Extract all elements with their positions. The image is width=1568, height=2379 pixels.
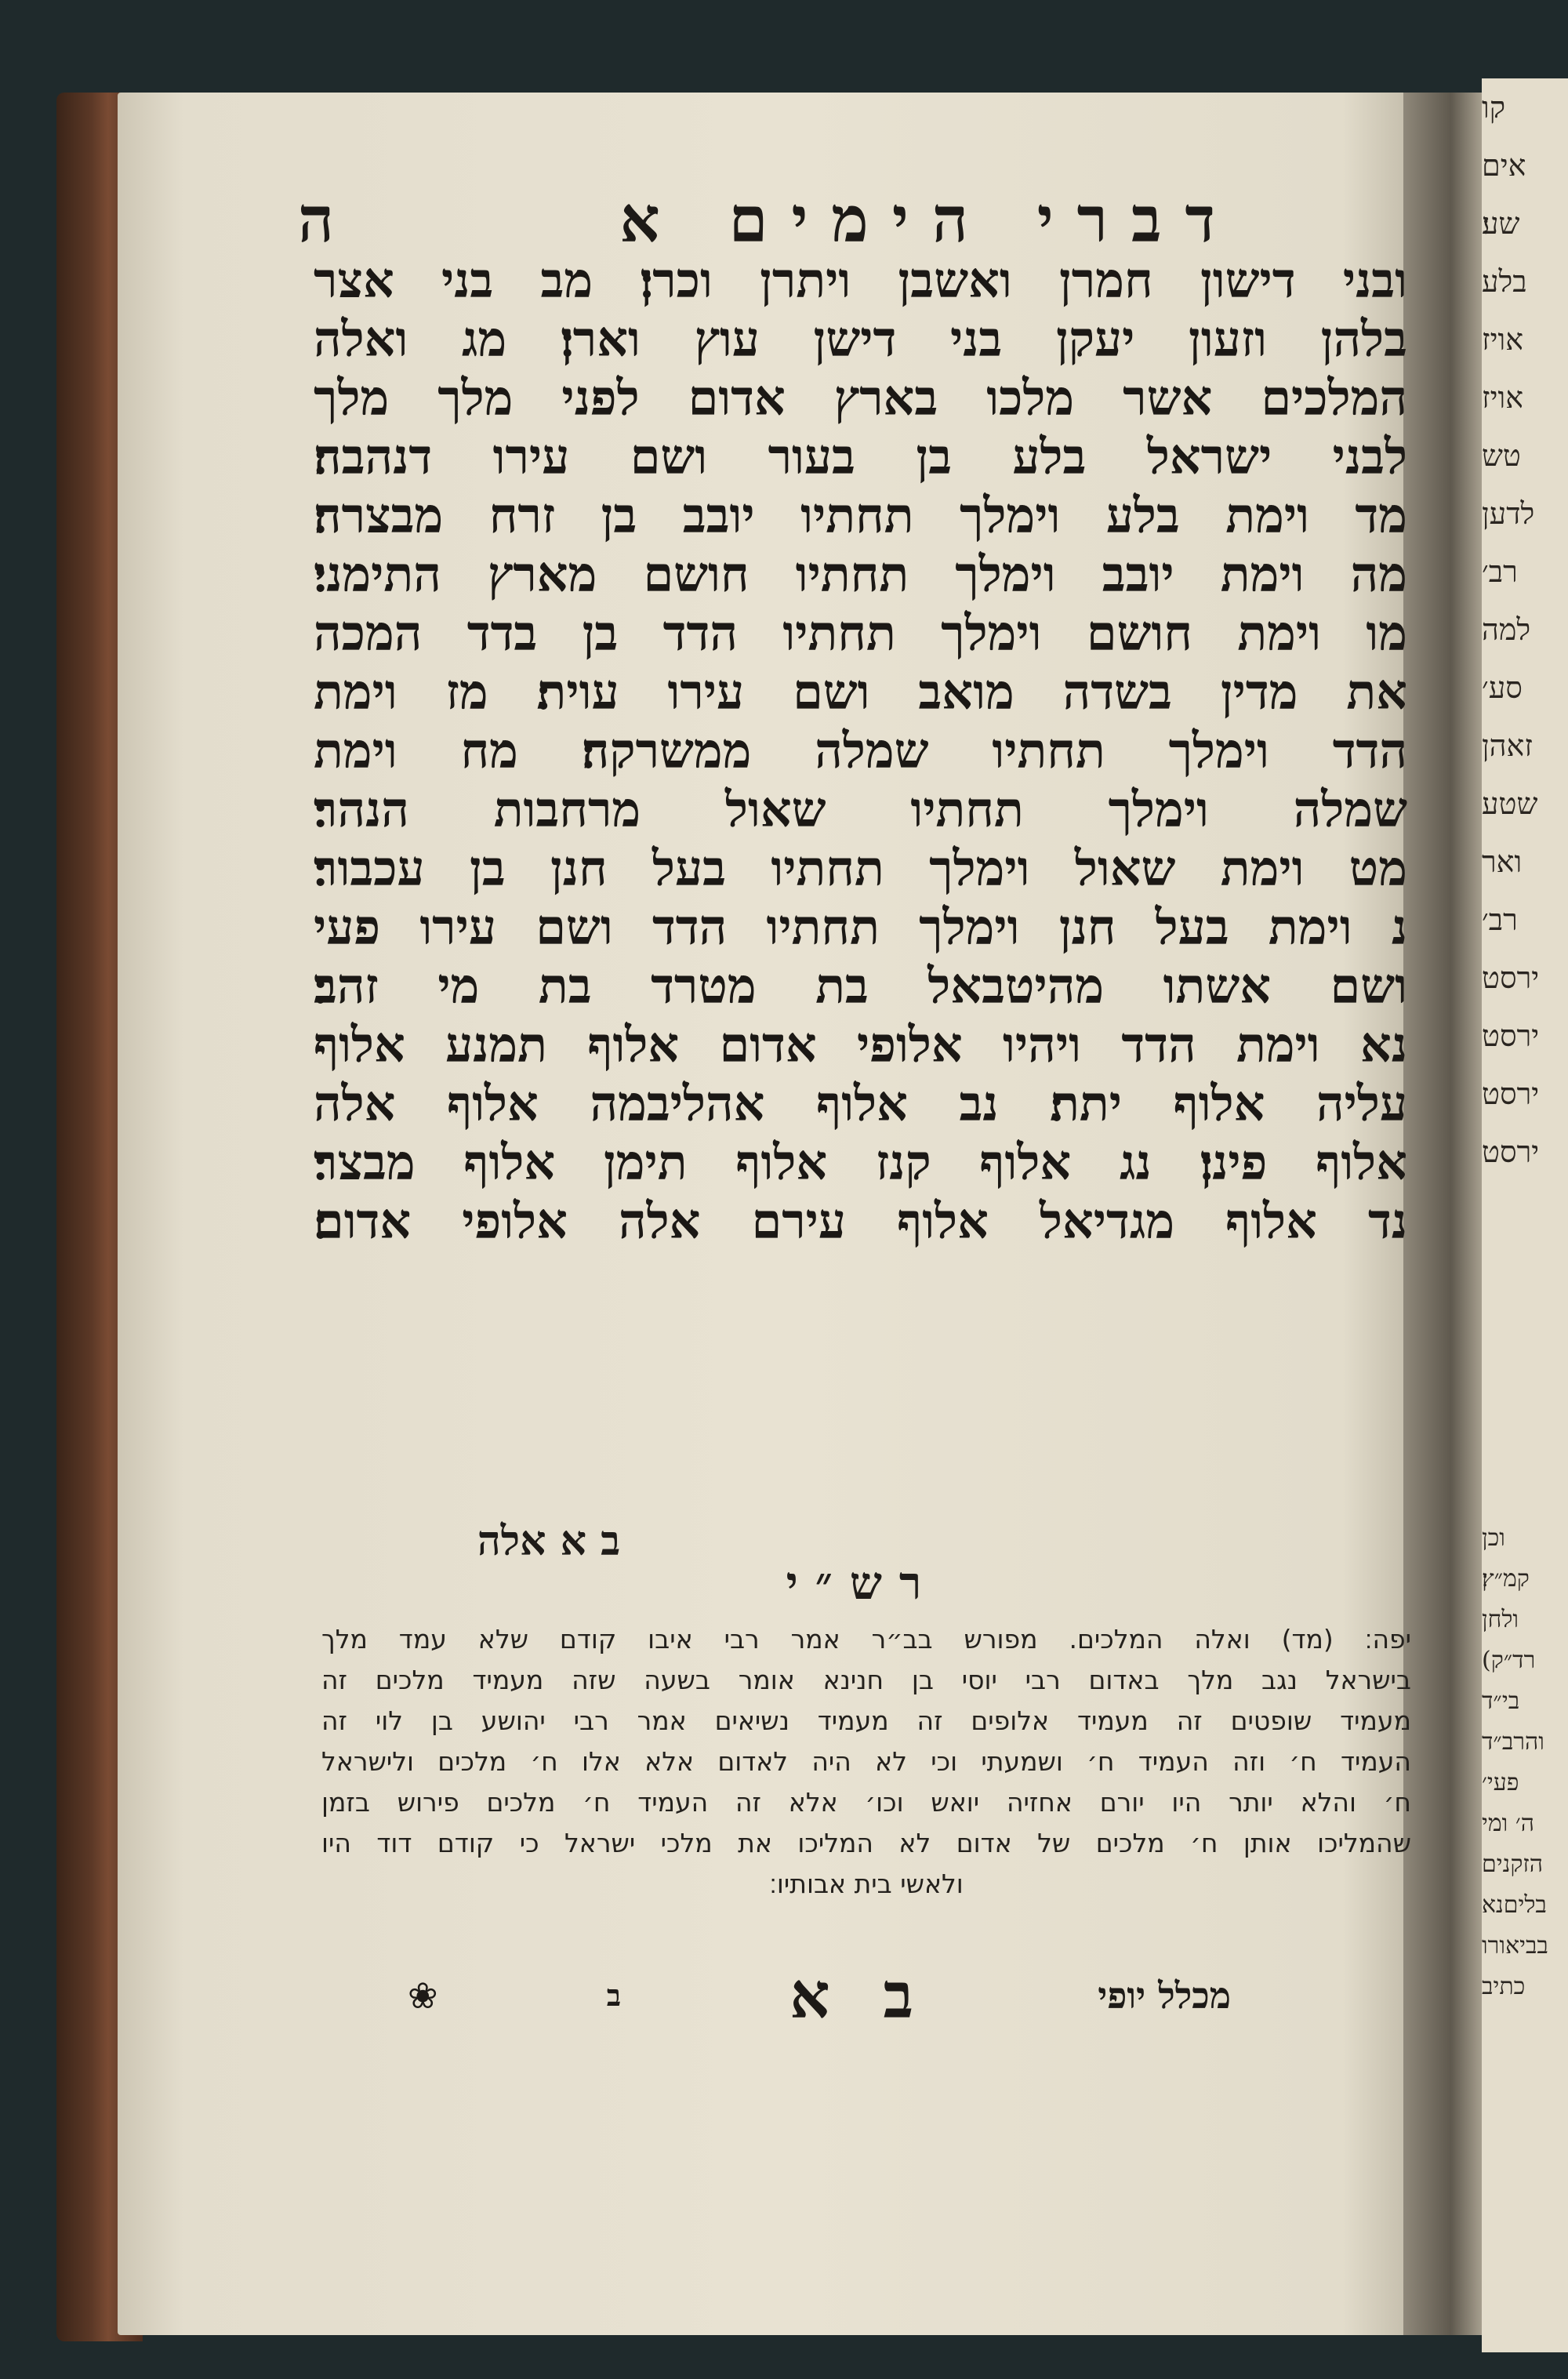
verse-line: את מדין בשדה מואב ושם עירו עוית׃ מז וימת (314, 663, 1407, 721)
commentary-line: מעמיד שופטים זה מעמיד אלופים זה מעמיד נשיאים אמר רבי יהושע בן לוי זה (321, 1705, 1411, 1736)
facing-page-fragment: ירסט (1482, 1019, 1540, 1053)
facing-page-fragment: בביאורו (1482, 1932, 1548, 1959)
verse-line: מו וימת חושם וימלך תחתיו הדד בן בדד המכה (314, 605, 1407, 662)
page-footer (408, 1956, 1231, 2035)
commentary-line: שהמליכו אותן ח׳ מלכים של אדום לא המליכו את מלכי ישראל כי קודם דוד היו (321, 1828, 1411, 1858)
verse-line: המלכים אשר מלכו בארץ אדום לפני מלך מלך (314, 369, 1407, 427)
ornament-icon: ❀ (408, 1974, 438, 2017)
commentary-line: העמיד ח׳ וזה העמיד ח׳ ושמעתי וכי לא היה לאדום אלא אלו ח׳ מלכים ולישראל (321, 1746, 1411, 1777)
commentary-line: ח׳ והלא יותר היו יורם אחזיה יואש וכו׳ אלא זה העמיד ח׳ מלכים פירוש בזמן (321, 1787, 1411, 1818)
verse-line: עליה אלוף יתת׃ נב אלוף אהליבמה אלוף אלה (314, 1075, 1407, 1132)
commentary-line: ולאשי בית אבותיו׃ (769, 1869, 964, 1899)
facing-page-fragment: ה׳ ומי (1482, 1810, 1535, 1837)
scripture-text (314, 251, 1407, 1251)
facing-page-fragment: רד״ק) (1482, 1647, 1536, 1674)
facing-page-fragment: שטע (1482, 786, 1538, 821)
facing-page-fragment: קו (1482, 90, 1506, 125)
facing-page-fragment: כתיב (1482, 1973, 1526, 2000)
catchword: ב א אלה (477, 1517, 621, 1565)
facing-page-fragment: למה (1482, 612, 1531, 647)
facing-page-fragment: אים (1482, 148, 1526, 183)
facing-page-fragment: רב׳ (1482, 554, 1518, 589)
facing-page-fragment: בי״ד (1482, 1687, 1520, 1715)
facing-page-fragment: ירסט (1482, 1135, 1540, 1169)
folio-number: ה (298, 182, 335, 256)
verse-line: מט וימת שאול וימלך תחתיו בעל חנן בן עכבור׃ (314, 840, 1407, 897)
facing-page-fragment: סע׳ (1482, 670, 1523, 705)
facing-page (1482, 78, 1568, 2352)
facing-page-text (1482, 78, 1568, 2007)
commentary-text (321, 1619, 1411, 1905)
verse-line: מד וימת בלע וימלך תחתיו יובב בן זרח מבצרה׃ (314, 487, 1407, 544)
verse-line: אלוף פינן׃ נג אלוף קנז אלוף תימן אלוף מבצר׃ (314, 1134, 1407, 1191)
facing-page-fragment: פעי׳ (1482, 1769, 1519, 1796)
verse-line: מה וימת יובב וימלך תחתיו חושם מארץ התימני׃ (314, 546, 1407, 603)
facing-page-fragment: ואר (1482, 844, 1523, 879)
facing-page-fragment: וכן (1482, 1524, 1505, 1552)
facing-page-fragment: טש (1482, 438, 1521, 473)
facing-page-fragment: והרב״ד (1482, 1728, 1544, 1756)
verse-line: ושם אשתו מהיטבאל בת מטרד בת מי זהב׃ (314, 957, 1407, 1015)
facing-page-fragment: אויז (1482, 380, 1524, 415)
verse-line: בלהן וזעון יעקן בני דישן עוץ וארן׃ מג ואלה (314, 311, 1407, 368)
verse-line: לבני ישראל בלע בן בעור ושם עירו דנהבה׃ (314, 428, 1407, 485)
signature-small: ב (606, 1978, 622, 2013)
facing-page-fragment: הזקנים (1482, 1851, 1544, 1878)
signature-mark: ב א (789, 1958, 930, 2032)
verse-line: שמלה וימלך תחתיו שאול מרחבות הנהר׃ (314, 781, 1407, 838)
verse-line: ובני דישון חמרן ואשבן ויתרן וכרן׃ מב בני אצר (314, 252, 1407, 309)
book-gutter (1403, 93, 1490, 2335)
facing-page-fragment: שע׃ (1482, 206, 1520, 241)
verse-line: נא וימת הדד ויהיו אלופי אדום אלוף תמנע אלוף (314, 1016, 1407, 1073)
commentary-line: בישראל נגב מלך באדום רבי יוסי בן חנינא אומר בשעה שזה מעמיד מלכים זה (321, 1665, 1411, 1695)
facing-page-fragment: בליםנא (1482, 1891, 1547, 1919)
book-name: מכלל יופי (1098, 1974, 1231, 2017)
facing-page-fragment: ירסט (1482, 1077, 1540, 1111)
facing-page-fragment: ירסט (1482, 961, 1540, 995)
verse-line: נד אלוף מגדיאל אלוף עירם אלה אלופי אדום׃ (314, 1193, 1407, 1250)
running-head-title: דברי הימים א (619, 182, 1239, 256)
facing-page-fragment: בלע (1482, 264, 1527, 299)
verse-line: הדד וימלך תחתיו שמלה ממשרקה׃ מח וימת (314, 722, 1407, 779)
commentary-line: יפה׃ (מד) ואלה המלכים. מפורש בב״ר אמר רבי איבו קודם שלא עמד מלך (321, 1624, 1411, 1654)
running-head (298, 180, 1239, 259)
facing-page-fragment: לדען (1482, 496, 1535, 531)
facing-page-fragment: רב׳ (1482, 903, 1518, 937)
facing-page-fragment: זאהן (1482, 728, 1533, 763)
facing-page-fragment: קמ״ץ׃ (1482, 1565, 1530, 1593)
commentary-heading: רש״י (786, 1556, 939, 1610)
facing-page-fragment: ולחן (1482, 1606, 1519, 1633)
facing-page-fragment: אויז (1482, 322, 1524, 357)
verse-line: נ וימת בעל חנן וימלך תחתיו הדד ושם עירו פעי (314, 899, 1407, 956)
